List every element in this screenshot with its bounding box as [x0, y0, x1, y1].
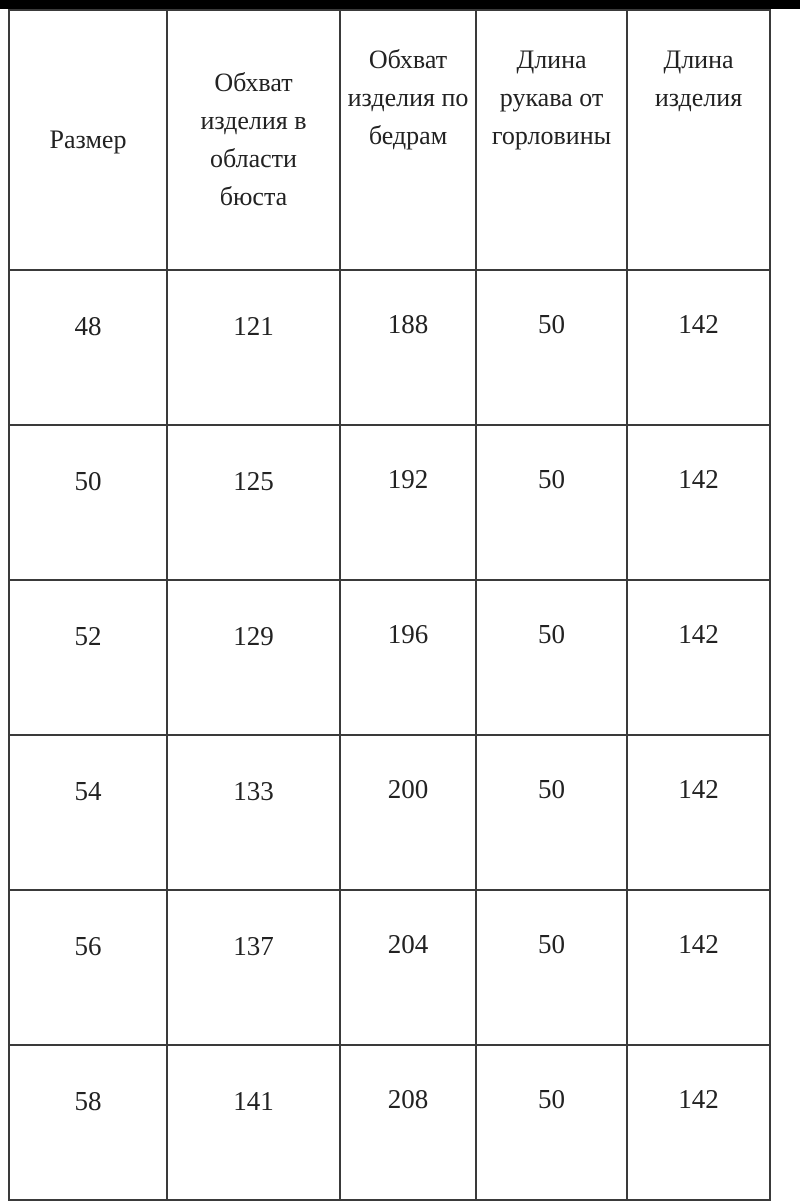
cell-sleeve: 50 — [476, 735, 627, 890]
cell-bust: 129 — [167, 580, 340, 735]
cell-length: 142 — [627, 270, 770, 425]
cell-sleeve: 50 — [476, 1045, 627, 1200]
cell-sleeve: 50 — [476, 580, 627, 735]
cell-hip: 208 — [340, 1045, 476, 1200]
cell-length: 142 — [627, 890, 770, 1045]
cell-size: 54 — [9, 735, 167, 890]
cell-length: 142 — [627, 735, 770, 890]
cell-length: 142 — [627, 425, 770, 580]
cell-length: 142 — [627, 580, 770, 735]
cell-hip: 204 — [340, 890, 476, 1045]
cell-bust: 133 — [167, 735, 340, 890]
header-size: Размер — [9, 10, 167, 270]
cell-hip: 188 — [340, 270, 476, 425]
cell-size: 48 — [9, 270, 167, 425]
cell-bust: 141 — [167, 1045, 340, 1200]
cell-sleeve: 50 — [476, 890, 627, 1045]
table-row — [9, 890, 770, 1045]
table-body — [9, 270, 770, 1200]
table-header — [9, 10, 770, 270]
cell-length: 142 — [627, 1045, 770, 1200]
table-row — [9, 425, 770, 580]
header-length: Длина изделия — [627, 10, 770, 270]
size-chart-table — [8, 9, 771, 1201]
cell-bust: 137 — [167, 890, 340, 1045]
header-hip: Обхват изделия по бедрам — [340, 10, 476, 270]
header-bust: Обхват изделия в области бюста — [167, 10, 340, 270]
table-row — [9, 735, 770, 890]
header-row — [9, 10, 770, 270]
cell-sleeve: 50 — [476, 270, 627, 425]
cell-bust: 125 — [167, 425, 340, 580]
cell-size: 56 — [9, 890, 167, 1045]
table-row — [9, 1045, 770, 1200]
cell-size: 50 — [9, 425, 167, 580]
cell-hip: 200 — [340, 735, 476, 890]
cell-sleeve: 50 — [476, 425, 627, 580]
table-row — [9, 580, 770, 735]
table-row — [9, 270, 770, 425]
cell-size: 52 — [9, 580, 167, 735]
cell-hip: 192 — [340, 425, 476, 580]
cell-size: 58 — [9, 1045, 167, 1200]
cell-bust: 121 — [167, 270, 340, 425]
top-border-bar — [0, 0, 800, 9]
cell-hip: 196 — [340, 580, 476, 735]
header-sleeve: Длина рукава от горловины — [476, 10, 627, 270]
